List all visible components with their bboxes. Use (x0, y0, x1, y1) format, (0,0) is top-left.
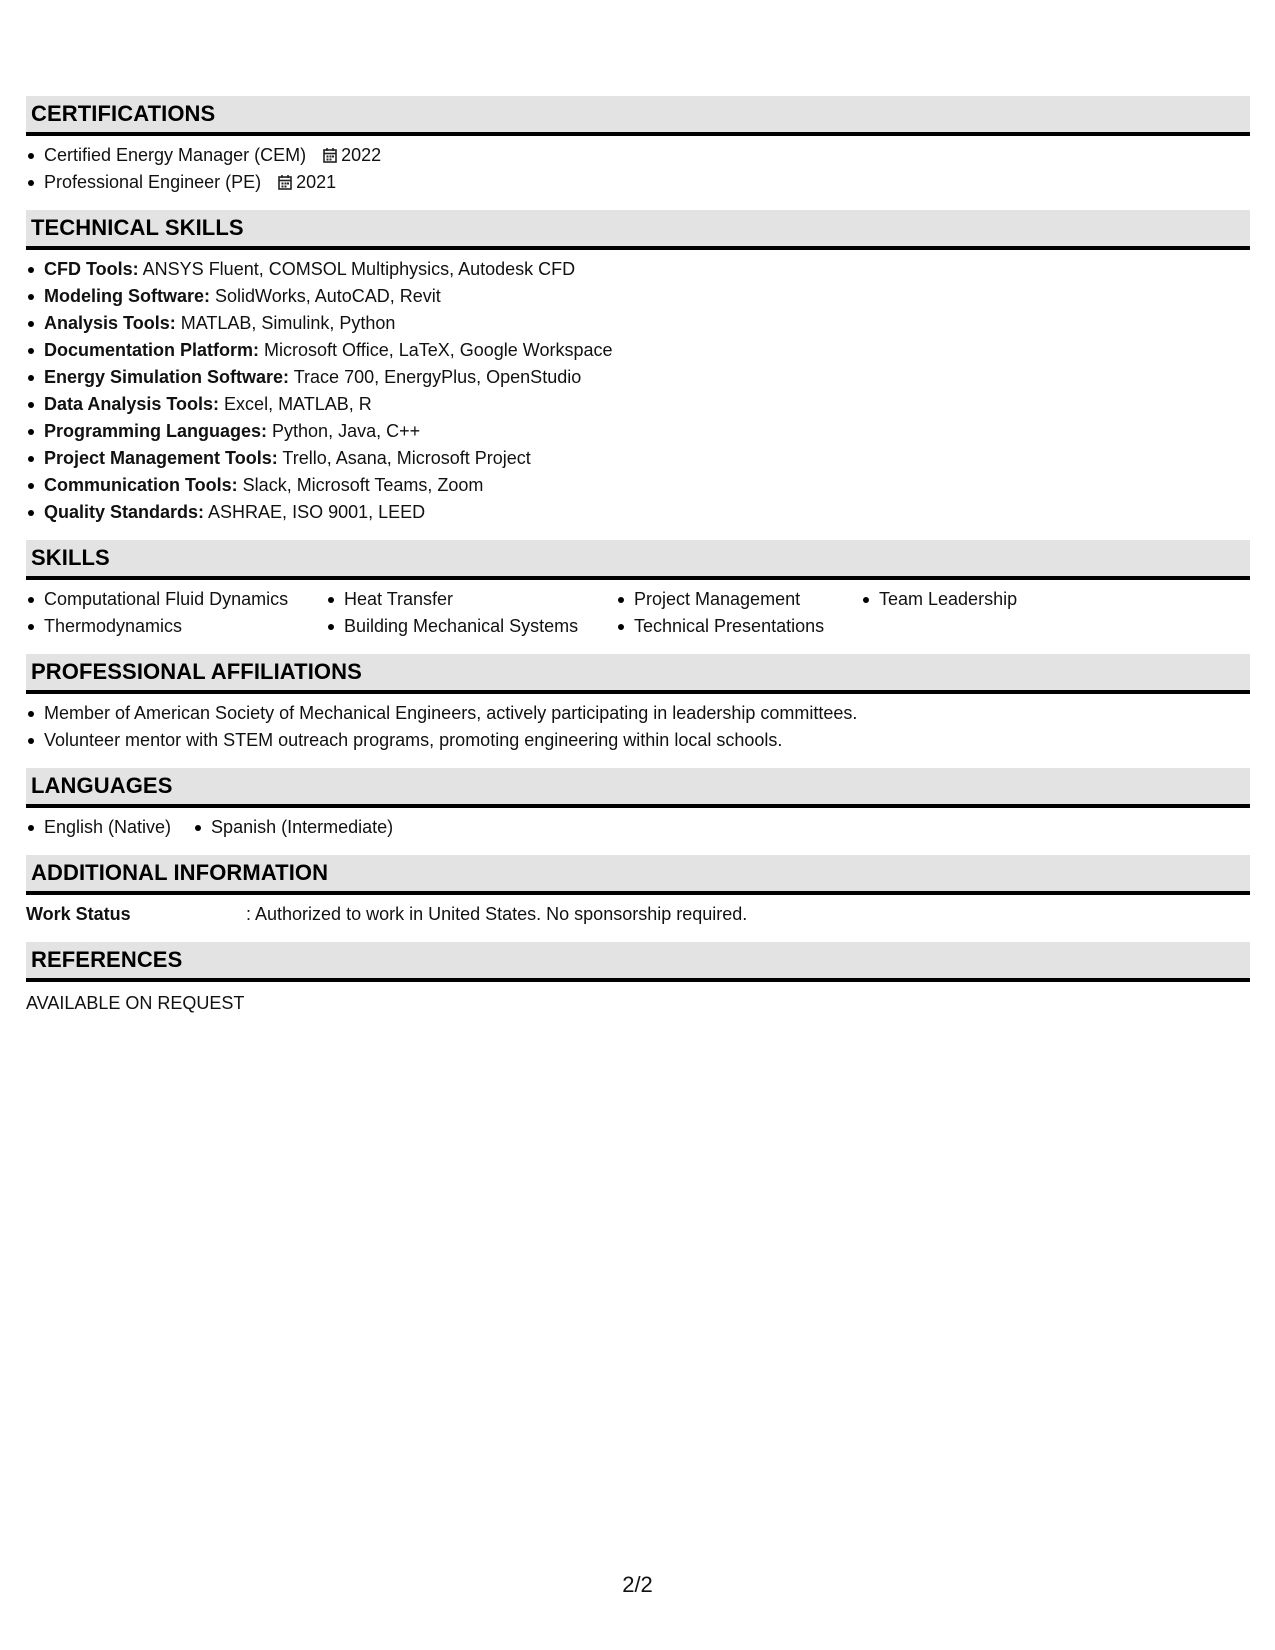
list-item (26, 283, 1250, 310)
skill-label: Quality Standards: (44, 502, 205, 522)
skills-body (26, 580, 1250, 640)
certification-name: Certified Energy Manager (CEM) (44, 145, 307, 165)
skill-label: Analysis Tools: (44, 313, 176, 333)
certifications-body (26, 136, 1250, 196)
work-status-row (26, 895, 1250, 928)
skill-value: Microsoft Office, LaTeX, Google Workspace (259, 340, 613, 360)
skill-value: MATLAB, Simulink, Python (175, 313, 396, 333)
skill-label: Project Management Tools: (44, 448, 278, 468)
list-item (26, 256, 1250, 283)
section-header-affiliations (26, 654, 1250, 694)
affiliations-body (26, 694, 1250, 754)
list-item (26, 418, 1250, 445)
list-item (26, 310, 1250, 337)
list-item: Volunteer mentor with STEM outreach programs, promoting engineering within local schools. (26, 727, 1250, 754)
list-item: Member of American Society of Mechanical Engineers, actively participating in leadership committees. (26, 700, 1250, 727)
skills-grid (26, 586, 1250, 640)
skill-value: Python, Java, C++ (267, 421, 421, 441)
list-item (26, 142, 1250, 169)
work-status-label: Work Status (26, 904, 131, 924)
section-title: CERTIFICATIONS (31, 101, 216, 126)
list-item (26, 391, 1250, 418)
section-title: ADDITIONAL INFORMATION (31, 860, 329, 885)
skill-label: Programming Languages: (44, 421, 268, 441)
certification-name: Professional Engineer (PE) (44, 172, 262, 192)
list-item (26, 445, 1250, 472)
section-header-references (26, 942, 1250, 982)
page-number: 2/2 (622, 1572, 653, 1597)
certification-year: 2022 (341, 145, 382, 165)
skill-label: Data Analysis Tools: (44, 394, 220, 414)
list-item: Technical Presentations (616, 613, 861, 640)
certifications-list (26, 142, 1250, 196)
skill-value: ASHRAE, ISO 9001, LEED (204, 502, 426, 522)
list-item: Computational Fluid Dynamics (26, 586, 326, 613)
skill-label: Documentation Platform: (44, 340, 260, 360)
list-item (26, 337, 1250, 364)
skills-column (26, 586, 326, 640)
list-item (26, 169, 1250, 196)
references-text: AVAILABLE ON REQUEST (26, 993, 245, 1013)
skill-label: CFD Tools: (44, 259, 139, 279)
skill-value: ANSYS Fluent, COMSOL Multiphysics, Autodesk CFD (138, 259, 576, 279)
skills-column (326, 586, 616, 640)
certification-year: 2021 (296, 172, 337, 192)
technical-skills-list (26, 256, 1250, 526)
list-item: English (Native) (26, 814, 171, 841)
languages-body (26, 808, 1250, 841)
section-title: PROFESSIONAL AFFILIATIONS (31, 659, 362, 684)
skill-value: Slack, Microsoft Teams, Zoom (237, 475, 484, 495)
list-item: Team Leadership (861, 586, 1101, 613)
list-item: Project Management (616, 586, 861, 613)
list-item (26, 472, 1250, 499)
skill-value: Excel, MATLAB, R (219, 394, 372, 414)
skill-value: SolidWorks, AutoCAD, Revit (210, 286, 441, 306)
section-header-certifications (26, 96, 1250, 136)
section-title: TECHNICAL SKILLS (31, 215, 244, 240)
skills-column (861, 586, 1101, 640)
skill-label: Energy Simulation Software: (44, 367, 290, 387)
calendar-icon (278, 174, 292, 190)
affiliations-list (26, 700, 1250, 754)
section-header-skills (26, 540, 1250, 580)
skill-label: Communication Tools: (44, 475, 238, 495)
list-item: Heat Transfer (326, 586, 616, 613)
section-title: SKILLS (31, 545, 110, 570)
section-header-technical-skills (26, 210, 1250, 250)
skill-label: Modeling Software: (44, 286, 210, 306)
calendar-icon (323, 147, 337, 163)
resume-page (26, 96, 1250, 1017)
section-title: LANGUAGES (31, 773, 173, 798)
list-item: Spanish (Intermediate) (193, 814, 393, 841)
list-item (26, 499, 1250, 526)
section-title: REFERENCES (31, 947, 183, 972)
section-header-additional-information (26, 855, 1250, 895)
list-item: Thermodynamics (26, 613, 326, 640)
section-header-languages (26, 768, 1250, 808)
skill-value: Trello, Asana, Microsoft Project (277, 448, 531, 468)
languages-list (26, 814, 1250, 841)
list-item (26, 364, 1250, 391)
technical-skills-body (26, 250, 1250, 526)
list-item: Building Mechanical Systems (326, 613, 616, 640)
work-status-value: : Authorized to work in United States. No sponsorship required. (246, 904, 748, 924)
skills-column (616, 586, 861, 640)
skill-value: Trace 700, EnergyPlus, OpenStudio (289, 367, 582, 387)
